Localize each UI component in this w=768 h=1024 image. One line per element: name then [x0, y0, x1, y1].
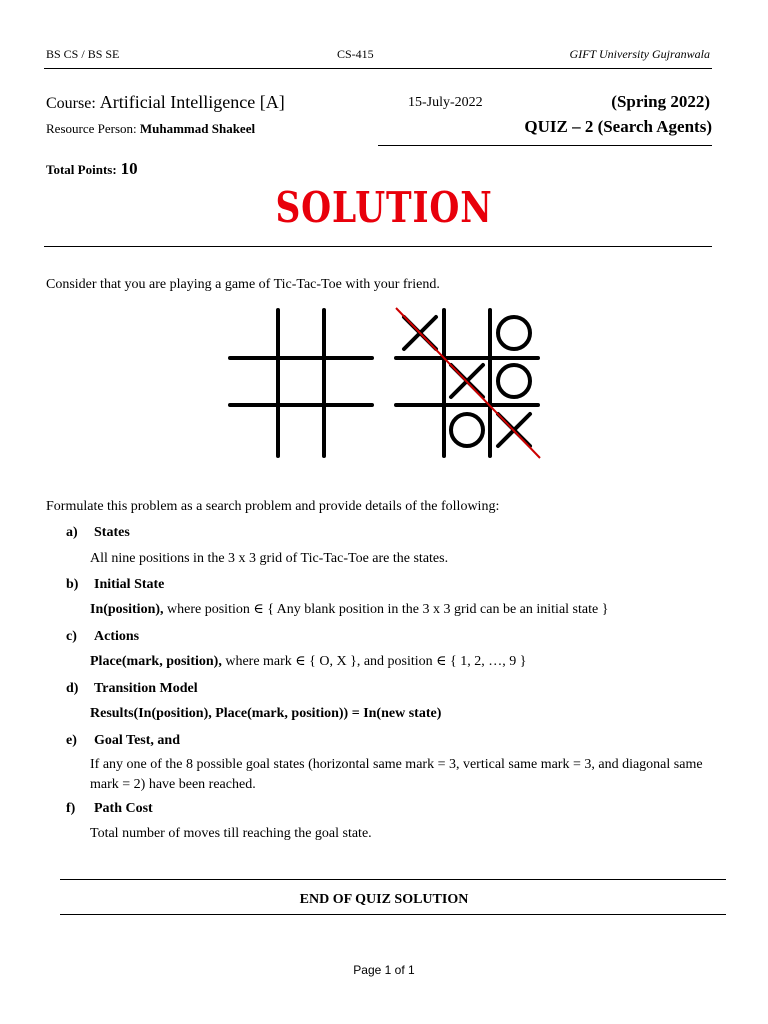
item-letter: f): [66, 801, 76, 816]
tic-tac-toe-figure: [220, 300, 550, 465]
quiz-title: QUIZ – 2 (Search Agents): [524, 117, 712, 136]
item-title: Path Cost: [94, 801, 153, 816]
course-label: Course:: [46, 95, 96, 112]
resource-person-line: [46, 121, 255, 137]
end-rule-bottom: [60, 914, 726, 915]
total-points-label: Total Points:: [46, 162, 117, 177]
program-label: BS CS / BS SE: [46, 47, 120, 61]
item-title: Initial State: [94, 577, 165, 592]
item-answer: [90, 824, 730, 844]
item-title: States: [94, 525, 130, 540]
item-answer: [90, 652, 730, 672]
o-mark: [451, 414, 483, 446]
course-line: [46, 92, 285, 113]
list-item-f: [66, 799, 153, 817]
item-answer-text: Total number of moves till reaching the goal state.: [90, 826, 372, 841]
total-points-value: 10: [120, 159, 138, 178]
end-rule-top: [60, 879, 726, 880]
item-answer: [90, 549, 730, 569]
item-answer: [90, 600, 730, 620]
item-answer-bold: Place(mark, position),: [90, 654, 222, 669]
total-points: [46, 159, 138, 179]
solution-rule: [44, 246, 712, 247]
resource-person-label: Resource Person:: [46, 121, 137, 136]
item-letter: a): [66, 525, 78, 540]
list-item-c: [66, 627, 139, 645]
item-title: Goal Test, and: [94, 733, 180, 748]
quiz-date: 15-July-2022: [408, 95, 483, 110]
course-code: CS-415: [337, 47, 374, 61]
header-rule: [44, 68, 712, 69]
item-letter: b): [66, 577, 79, 592]
term: (Spring 2022): [611, 92, 710, 111]
title-rule: [378, 145, 712, 146]
university-name: GIFT University Gujranwala: [569, 47, 710, 61]
item-answer: [90, 755, 730, 795]
item-answer-bold: In(position),: [90, 602, 164, 617]
item-answer-bold: Results(In(position), Place(mark, position)) = In(new state): [90, 706, 442, 721]
course-name: Artificial Intelligence [A]: [99, 92, 285, 112]
formulate-text: Formulate this problem as a search problem and provide details of the following:: [46, 499, 500, 514]
win-line: [396, 308, 540, 458]
item-answer-text: If any one of the 8 possible goal states (horizontal same mark = 3, vertical same mark = 3, and diagonal same mark = 2) have been reached.: [90, 757, 703, 792]
solution-heading: SOLUTION: [275, 183, 493, 232]
list-item-d: [66, 679, 198, 697]
o-mark: [498, 317, 530, 349]
item-letter: e): [66, 733, 77, 748]
item-title: Transition Model: [94, 681, 198, 696]
end-of-quiz: END OF QUIZ SOLUTION: [299, 892, 469, 907]
o-mark: [498, 365, 530, 397]
item-answer-text: where mark ∈ { O, X }, and position ∈ { 1, 2, …, 9 }: [221, 654, 527, 669]
list-item-b: [66, 575, 164, 593]
list-item-a: [66, 523, 130, 541]
item-answer-text: where position ∈ { Any blank position in the 3 x 3 grid can be an initial state }: [163, 602, 609, 617]
item-letter: d): [66, 681, 79, 696]
item-letter: c): [66, 629, 77, 644]
list-item-e: [66, 731, 180, 749]
intro-text: Consider that you are playing a game of Tic-Tac-Toe with your friend.: [46, 277, 440, 292]
item-answer: [90, 704, 730, 724]
empty-board: [230, 310, 372, 456]
item-title: Actions: [94, 629, 140, 644]
item-answer-text: All nine positions in the 3 x 3 grid of Tic-Tac-Toe are the states.: [90, 551, 449, 566]
page-number: Page 1 of 1: [353, 963, 415, 977]
resource-person-name: Muhammad Shakeel: [139, 121, 256, 136]
